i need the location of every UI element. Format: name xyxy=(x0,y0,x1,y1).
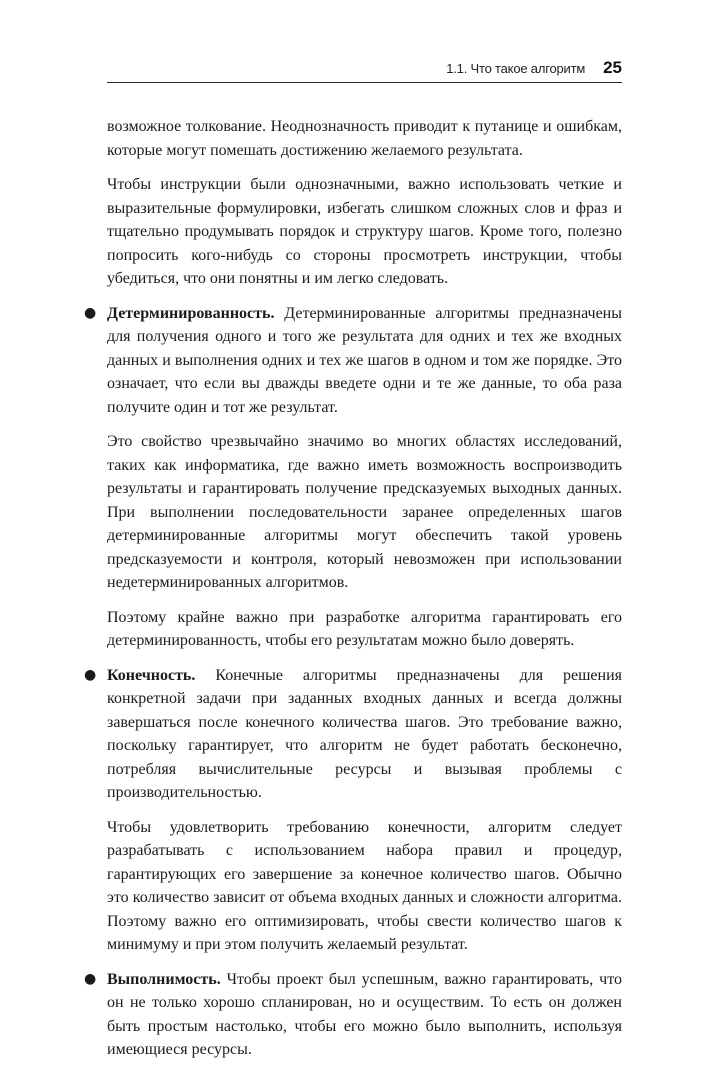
bullet-item-determinism xyxy=(84,302,622,653)
term-label: Выполнимость. xyxy=(107,970,221,988)
running-title: 1.1. Что такое алгоритм xyxy=(446,61,586,76)
bullet-item-feasibility xyxy=(84,968,622,1062)
term-label: Детерминированность. xyxy=(107,304,275,322)
bullet-icon: ● xyxy=(84,666,97,683)
bullet-paragraph: Чтобы удовлетворить требованию конечности, алгоритм следует разрабатывать с использованием набора правил и процедур, гарантирующих его завершение за конечное количество шагов. Обычно это количество зависит от объема входных данных и сложности алгоритма. Поэтому важно его оптимизировать, чтобы свести количество шагов к минимуму и при этом получить желаемый результат. xyxy=(107,818,622,953)
bullet-item-finiteness xyxy=(84,664,622,957)
bullet-text: Конечные алгоритмы предназначены для решения конкретной задачи при заданных входных данных и всегда должны завершаться после конечного количества шагов. Это требование важно, поскольку гарантирует, что алгоритм не будет работать бесконечно, потребляя вычислительные ресурсы и вызывая проблемы с производительностью. xyxy=(107,666,622,801)
bullet-icon: ● xyxy=(84,970,97,987)
paragraph: возможное толкование. Неоднозначность приводит к путанице и ошибкам, которые могут помешать достижению желаемого результата. xyxy=(107,118,622,159)
bullet-paragraph: Это свойство чрезвычайно значимо во многих областях исследований, таких как информатика, где важно иметь возможность воспроизводить результаты и гарантировать получение предсказуемых выходных данных. При выполнении последовательности заранее определенных шагов детерминированные алгоритмы могут обеспечить такой уровень предсказуемости и контроля, который невозможен при использовании недетерминированных алгоритмов. xyxy=(107,433,622,591)
bullet-icon: ● xyxy=(84,304,97,321)
paragraph: Чтобы инструкции были однозначными, важно использовать четкие и выразительные формулировки, избегать слишком сложных слов и фраз и тщательно продумывать порядок и структуру шагов. Кроме того, полезно попросить кого-нибудь со стороны просмотреть инструкции, чтобы убедиться, что они понятны и им легко следовать. xyxy=(107,176,622,287)
page-body xyxy=(84,115,622,1073)
term-label: Конечность. xyxy=(107,666,196,684)
running-header xyxy=(107,56,622,83)
bullet-text: Чтобы проект был успешным, важно гарантировать, что он не только хорошо спланирован, но и осуществим. То есть он должен быть простым настолько, чтобы его можно было выполнить, используя имеющиеся ресурсы. xyxy=(107,970,622,1058)
page-number: 25 xyxy=(603,58,622,77)
bullet-text: Детерминированные алгоритмы предназначены для получения одного и того же результата для одних и тех же входных данных и выполнения одних и тех же шагов в одном и том же порядке. Это означает, что если вы дважды введете одни и те же данные, то оба раза получите один и тот же результат. xyxy=(107,304,622,416)
bullet-paragraph: Поэтому крайне важно при разработке алгоритма гарантировать его детерминированность, чтобы его результатам можно было доверять. xyxy=(107,608,622,649)
